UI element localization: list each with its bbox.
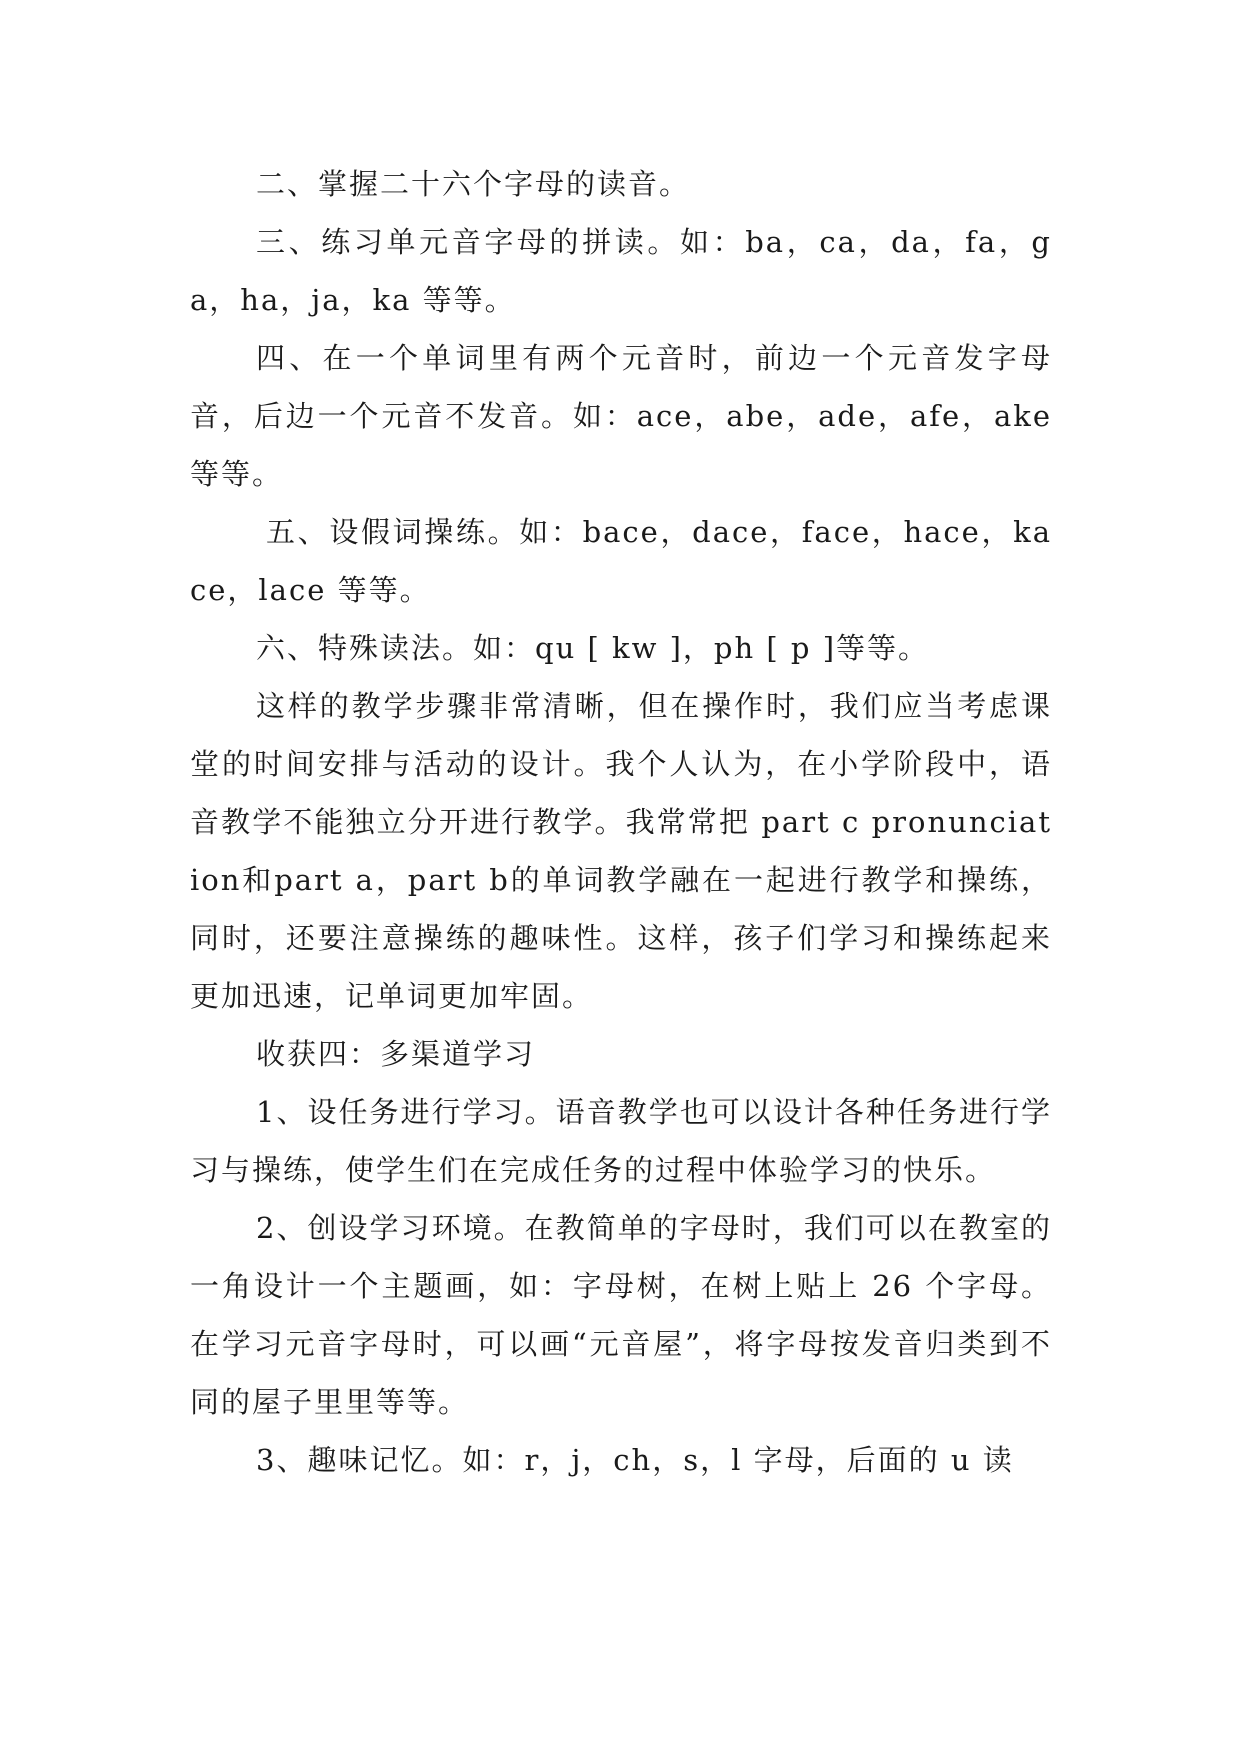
section-heading-gain-four: 收获四：多渠道学习 xyxy=(256,1037,536,1071)
paragraph-teaching-reflection: 这样的教学步骤非常清晰，但在操作时，我们应当考虑课堂的时间安排与活动的设计。我个人认为，在小学阶段中，语音教学不能独立分开进行教学。我常常把 part c pronunciation和part a，part b的单词教学融在一起进行教学和操练，同时，还要注意操练的趣味性。这样，孩子们学习和操练起来更加迅速，记单词更加牢固。 xyxy=(190,689,1052,1013)
paragraph-fun-memory: 3、趣味记忆。如：r，j，ch，s，l 字母，后面的 u 读 xyxy=(256,1443,1014,1477)
paragraph-letter-sounds: 二、掌握二十六个字母的读音。 xyxy=(256,167,691,201)
paragraph-single-vowel-spelling: 三、练习单元音字母的拼读。如：ba，ca，da，fa，ga，ha，ja，ka 等等。 xyxy=(190,225,1052,317)
paragraph-pseudo-words: 五、设假词操练。如：bace，dace，face，hace，kace，lace 等等。 xyxy=(190,515,1052,607)
paragraph-learning-environment: 2、创设学习环境。在教简单的字母时，我们可以在教室的一角设计一个主题画，如：字母树，在树上贴上 26 个字母。在学习元音字母时，可以画“元音屋”，将字母按发音归类到不同的屋子里里等等。 xyxy=(190,1211,1052,1419)
paragraph-special-pronunciation: 六、特殊读法。如：qu [ kw ]，ph [ p ]等等。 xyxy=(256,631,930,665)
paragraph-two-vowels-rule: 四、在一个单词里有两个元音时，前边一个元音发字母音，后边一个元音不发音。如：ace，abe，ade，afe，ake 等等。 xyxy=(190,341,1052,491)
paragraph-task-based-learning: 1、设任务进行学习。语音教学也可以设计各种任务进行学习与操练，使学生们在完成任务的过程中体验学习的快乐。 xyxy=(190,1095,1052,1187)
document-body xyxy=(190,155,1052,1489)
